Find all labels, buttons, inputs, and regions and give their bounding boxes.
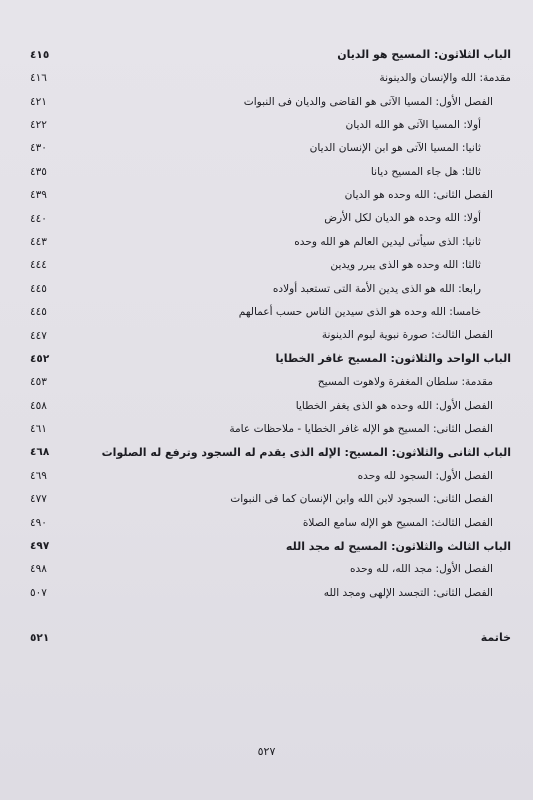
toc-title: أولا: المسيا الآتى هو الله الديان — [345, 118, 481, 131]
toc-entry — [30, 319, 511, 342]
toc-title: الفصل الأول: مجد الله، لله وحده — [350, 563, 493, 576]
toc-title: الباب الثالث والثلاثون: المسيح له مجد الله — [285, 539, 511, 553]
toc-title: الفصل الأول: السجود لله وحده — [357, 469, 493, 482]
toc-part-heading — [30, 599, 511, 644]
toc-entry — [30, 506, 511, 529]
toc-title: مقدمة: سلطان المغفرة ولاهوت المسيح — [317, 376, 493, 389]
toc-entry — [30, 249, 511, 272]
toc-title: الباب الثلاثون: المسيح هو الديان — [337, 48, 511, 62]
toc-page-number: ٤٤٧ — [30, 329, 47, 342]
toc-page-number: ٤٤٥ — [30, 282, 47, 295]
toc-title: ثانيا: الذى سيأتى ليدين العالم هو الله وحده — [294, 235, 481, 248]
toc-page-number: ٤٢١ — [30, 95, 47, 108]
toc-title: ثالثا: هل جاء المسيح ديانا — [370, 165, 481, 178]
toc-entry — [30, 202, 511, 225]
toc-page-number: ٤٤٠ — [30, 212, 47, 225]
toc-title: الفصل الثانى: السجود لابن الله وابن الإنسان كما فى النبوات — [230, 493, 493, 506]
toc-page-number: ٤١٦ — [30, 72, 47, 85]
page-number: ٥٢٧ — [257, 745, 276, 758]
toc-title: الفصل الأول: المسيا الآتى هو القاضى والديان فى النبوات — [243, 95, 493, 108]
toc-page-number: ٤٣٩ — [30, 189, 47, 202]
toc-title: الباب الثانى والثلاثون: المسيح: الإله الذى يقدم له السجود وترفع له الصلوات — [101, 445, 511, 459]
toc-entry — [30, 61, 511, 84]
toc-title: الباب الواحد والثلاثون: المسيح غافر الخطايا — [275, 352, 511, 366]
toc-entry — [30, 412, 511, 435]
toc-title: الفصل الثالث: صورة نبوية ليوم الدينونة — [321, 329, 493, 342]
toc-page-number: ٤٩٧ — [30, 540, 50, 553]
toc-entry — [30, 576, 511, 599]
toc-entry — [30, 389, 511, 412]
toc-page-number: ٤٦٨ — [30, 446, 50, 459]
toc-part-heading — [30, 342, 511, 365]
toc-title: مقدمة: الله والإنسان والدينونة — [379, 72, 511, 85]
toc-page-number: ٤٤٤ — [30, 259, 47, 272]
toc-title: الفصل الثانى: المسيح هو الإله غافر الخطايا - ملاحظات عامة — [229, 423, 493, 435]
toc-entry — [30, 272, 511, 295]
toc-title: خاتمة — [480, 631, 511, 645]
toc-part-heading — [30, 436, 511, 459]
toc-entry — [30, 553, 511, 576]
toc-page-number: ٤٣٠ — [30, 142, 47, 155]
toc-title: رابعا: الله هو الذى يدين الأمة التى تستعبد أولاده — [272, 282, 481, 295]
toc-page-number: ٥٢١ — [30, 631, 50, 644]
toc-entry — [30, 85, 511, 108]
toc-page-number: ٤٦٩ — [30, 469, 47, 482]
toc-entry — [30, 155, 511, 178]
toc-page-number: ٤٩٠ — [30, 516, 47, 529]
toc-page-number: ٤٢٢ — [30, 119, 47, 132]
toc-page-number: ٤٥٣ — [30, 376, 47, 389]
toc-entry — [30, 178, 511, 201]
toc-page-number: ٤٥٢ — [30, 352, 50, 365]
toc-title: ثالثا: الله وحده هو الذى يبرر ويدين — [330, 259, 481, 272]
toc-page-number: ٤٣٥ — [30, 165, 47, 178]
toc-entry — [30, 108, 511, 131]
toc-title: خامسا: الله وحده هو الذى سيدين الناس حسب أعمالهم — [238, 306, 481, 319]
toc-entry — [30, 482, 511, 505]
toc-page-number: ٤٦١ — [30, 423, 47, 436]
toc-entry — [30, 459, 511, 482]
toc-page-number: ٤٩٨ — [30, 563, 47, 576]
toc-entry — [30, 132, 511, 155]
toc-title: الفصل الثالث: المسيح هو الإله سامع الصلاة — [302, 516, 493, 529]
toc-entry — [30, 295, 511, 318]
toc-page-number: ٤٧٧ — [30, 493, 47, 506]
toc-page-number: ٤٥٨ — [30, 399, 47, 412]
toc-page-number: ٤٤٣ — [30, 235, 47, 248]
toc-page-number: ٥٠٧ — [30, 586, 47, 599]
toc-entry — [30, 225, 511, 248]
toc-entry — [30, 365, 511, 388]
toc-title: أولا: الله وحده هو الديان لكل الأرض — [324, 212, 481, 225]
toc-title: الفصل الأول: الله وحده هو الذى يغفر الخطايا — [295, 399, 493, 412]
toc-page-number: ٤٤٥ — [30, 306, 47, 319]
toc-part-heading — [30, 38, 511, 61]
toc-page-number: ٤١٥ — [30, 48, 50, 61]
toc-part-heading — [30, 529, 511, 552]
toc-title: الفصل الثانى: الله وحده هو الديان — [344, 189, 493, 202]
toc-title: ثانيا: المسيا الآتى هو ابن الإنسان الديان — [309, 142, 481, 155]
toc-title: الفصل الثانى: التجسد الإلهى ومجد الله — [323, 586, 493, 599]
table-of-contents — [30, 38, 511, 644]
